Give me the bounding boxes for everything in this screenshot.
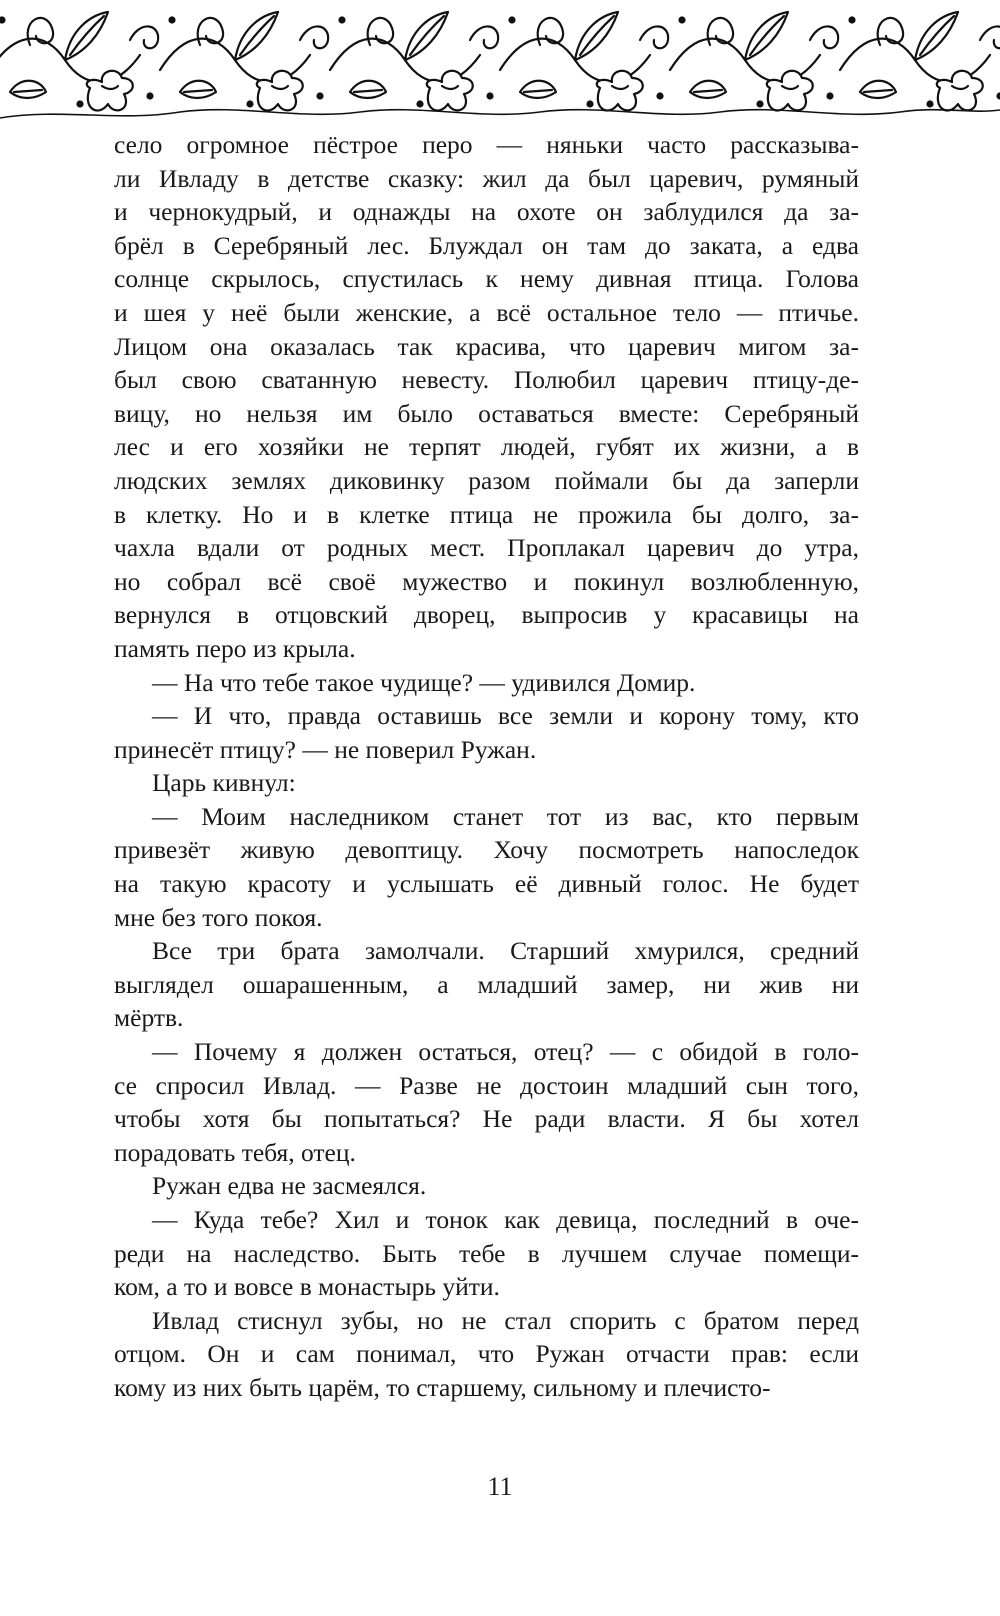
text-line: и чернокудрый, и однажды на охоте он заблудился да за- (114, 197, 859, 227)
paragraph (114, 666, 859, 700)
text-line: село огромное пёстрое перо — няньки часто рассказыва- (114, 130, 859, 159)
text-line: — Почему я должен остаться, отец? — с обидой в голо- (152, 1037, 859, 1067)
text-line: Все три брата замолчали. Старший хмурился, средний (152, 936, 859, 966)
text-line: кому из них быть царём, то старшему, сильному и плечисто- (114, 1372, 771, 1402)
paragraph (114, 934, 859, 1035)
text-line: лес и его хозяйки не терпят людей, губят их жизни, а в (114, 432, 859, 462)
text-line: — На что тебе такое чудище? — удивился Домир. (152, 667, 696, 697)
text-line: Лицом она оказалась так красива, что царевич мигом за- (114, 331, 859, 361)
text-line: чахла вдали от родных мест. Проплакал царевич до утра, (114, 533, 859, 563)
text-line: — Куда тебе? Хил и тонок как девица, последний в оче- (152, 1205, 859, 1234)
text-line: — И что, правда оставишь все земли и корону тому, кто (152, 701, 859, 731)
book-page-text (114, 128, 859, 1405)
text-line: но собрал всё своё мужество и покинул возлюбленную, (114, 566, 859, 596)
text-line: память перо из крыла. (114, 633, 356, 663)
text-line: солнце скрылось, спустилась к нему дивная птица. Голова (114, 264, 859, 294)
paragraph (114, 800, 859, 934)
floral-ornament-header (0, 0, 1000, 122)
text-line: брёл в Серебряный лес. Блуждал он там до заката, а едва (114, 230, 859, 260)
text-line: ком, а то и вовсе в монастырь уйти. (114, 1272, 500, 1302)
text-line: Царь кивнул: (152, 768, 296, 798)
paragraph (114, 128, 859, 666)
text-line: реди на наследство. Быть тебе в лучшем случае помещи- (114, 1238, 859, 1268)
paragraph (114, 699, 859, 766)
text-line: порадовать тебя, отец. (114, 1137, 356, 1167)
text-line: Ружан едва не засмеялся. (152, 1171, 427, 1201)
paragraph (114, 1035, 859, 1169)
text-line: се спросил Ивлад. — Разве не достоин младший сын того, (114, 1070, 859, 1100)
text-line: Ивлад стиснул зубы, но не стал спорить с братом перед (152, 1305, 859, 1335)
text-line: мёртв. (114, 1003, 184, 1033)
text-line: привезёт живую девоптицу. Хочу посмотреть напоследок (114, 835, 859, 865)
text-line: выглядел ошарашенным, а младший замер, ни жив ни (114, 969, 859, 999)
paragraph (114, 766, 859, 800)
text-line: ли Ивладу в детстве сказку: жил да был царевич, румяный (114, 163, 859, 193)
paragraph (114, 1304, 859, 1405)
text-line: — Моим наследником станет тот из вас, кто первым (152, 801, 859, 831)
text-line: чтобы хотя бы попытаться? Не ради власти. Я бы хотел (114, 1104, 859, 1134)
paragraph (114, 1169, 859, 1203)
text-line: был свою сватанную невесту. Полюбил царевич птицу-де- (114, 365, 859, 395)
page-number: 11 (487, 1472, 513, 1501)
text-line: вернулся в отцовский дворец, выпросив у красавицы на (114, 600, 859, 630)
text-line: на такую красоту и услышать её дивный голос. Не будет (114, 869, 859, 899)
text-line: вицу, но нельзя им было оставаться вместе: Серебряный (114, 398, 859, 428)
text-line: принесёт птицу? — не поверил Ружан. (114, 734, 537, 764)
text-line: людских землях диковинку разом поймали бы да заперли (114, 465, 859, 495)
text-line: мне без того покоя. (114, 902, 323, 932)
paragraph (114, 1203, 859, 1304)
text-line: в клетку. Но и в клетке птица не прожила бы долго, за- (114, 499, 859, 529)
text-line: отцом. Он и сам понимал, что Ружан отчасти прав: если (114, 1339, 859, 1369)
text-line: и шея у неё были женские, а всё остальное тело — птичье. (114, 297, 859, 327)
